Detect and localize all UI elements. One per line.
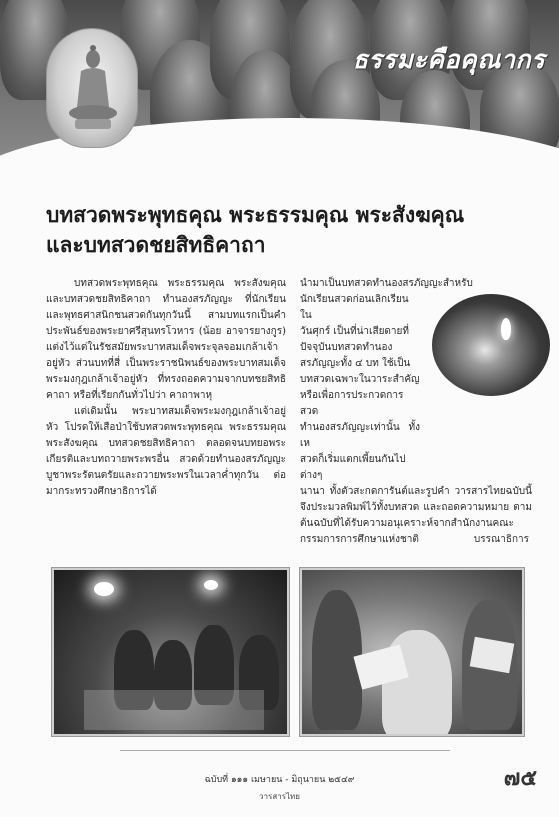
left-column [46,276,286,500]
paragraph-2: แต่เดิมนั้น พระบาทสมเด็จพระมงกุฎเกล้าเจ้าอยู่หัว โปรดให้เสือป่าใช้บทสวดพระพุทธคุณ พระธรรมคุณ พระสังฆคุณ บทสวดชยสิทธิคาถา ตลอดจนบทยอพระเกียรติและบทถวายพระพรอื่น สวดด้วยทำนองสรภัญญะ บูชาพระรัตนตรัยและถวายพระพรในเวลาค่ำทุกวัน ต่อมากระทรวงศึกษาธิการได้ [46,406,286,497]
text-line: หรือเพื่อการประกวดการสวด [300,390,404,417]
article-title-line-2: และบทสวดชยสิทธิคาถา [46,233,266,257]
text-line: ทำนองสรภัญญะเท่านั้น ทั้งเห [300,422,420,449]
lamp-light [204,580,218,590]
text-line: นักเรียนสวดก่อนเลิกเรียนใน [300,294,409,321]
paragraph-1: บทสวดพระพุทธคุณ พระธรรมคุณ พระสังฆคุณ และบทสวดชยสิทธิคาถา ทำนองสรภัญญะ ที่นักเรียนและพุทธศาสนิกชนสวดกันทุกวันนี้ สามบทแรกเป็นคำประพันธ์ของพระยาศรีสุนทรโวหาร (น้อย อาจารยางกูร) แต่งไว้แต่ในรัชสมัยพระบาทสมเด็จพระจุลจอมเกล้าเจ้าอยู่หัว ส่วนบทที่สี่ เป็นพระราชนิพนธ์ของพระบาทสมเด็จพระมงกุฎเกล้าเจ้าอยู่หัว ที่ทรงถอดความจากบทชยสิทธิคาถา หรือที่เรียกกันทั่วไปว่า คาถาพาหุ [46,278,286,401]
article-title [46,200,526,260]
header-banner [0,0,559,168]
right-narrow-text [300,276,473,484]
text-line: นำมาเป็นบทสวดทำนองสรภัญญะสำหรับ [300,278,473,289]
text-line: บทสวดเฉพาะในวาระสำคัญ [300,374,420,385]
page-number: ๗๕ [503,765,537,791]
article-title-line-1: บทสวดพระพุทธคุณ พระธรรมคุณ พระสังฆคุณ [46,203,465,227]
paragraph-3: ทั้งตัวสะกดการันต์และรูปคำ วารสารไทยฉบับนี้จึงประมวลพิมพ์ไว้ทั้งบทสวด และถอดความหมาย ตามต้นฉบับที่ได้รับความอนุเคราะห์จากสำนักงานคณะกรรมการการศึกษาแห่งชาติ [300,486,532,545]
buddha-icon [47,29,139,149]
buddha-image [46,28,138,148]
author-credit: บรรณาธิการ [473,534,529,545]
publisher-logo: วารสารไทย [259,792,300,801]
text-line: สวดก็เริ่มแตกเพี้ยนกันไปต่างๆ [300,454,406,481]
text-line: นานา [300,486,325,497]
floor-mat [84,690,264,730]
monks-chanting-photo [52,568,289,736]
issue-info: ฉบับที่ ๑๑๑ เมษายน - มิถุนายน ๒๕๔๙ [204,775,355,785]
footer-divider [120,750,450,751]
text-line: วันศุกร์ เป็นที่น่าเสียดายที่ [300,326,409,337]
students-chanting-photo [300,568,524,736]
text-line: สรภัญญะทั้ง ๔ บท ใช้เป็น [300,358,411,369]
right-column [300,276,532,548]
lamp-light [94,582,114,596]
text-line: ปัจจุบันบทสวดทำนอง [300,342,393,353]
section-title: ธรรมะคือคุณากร [352,45,545,74]
